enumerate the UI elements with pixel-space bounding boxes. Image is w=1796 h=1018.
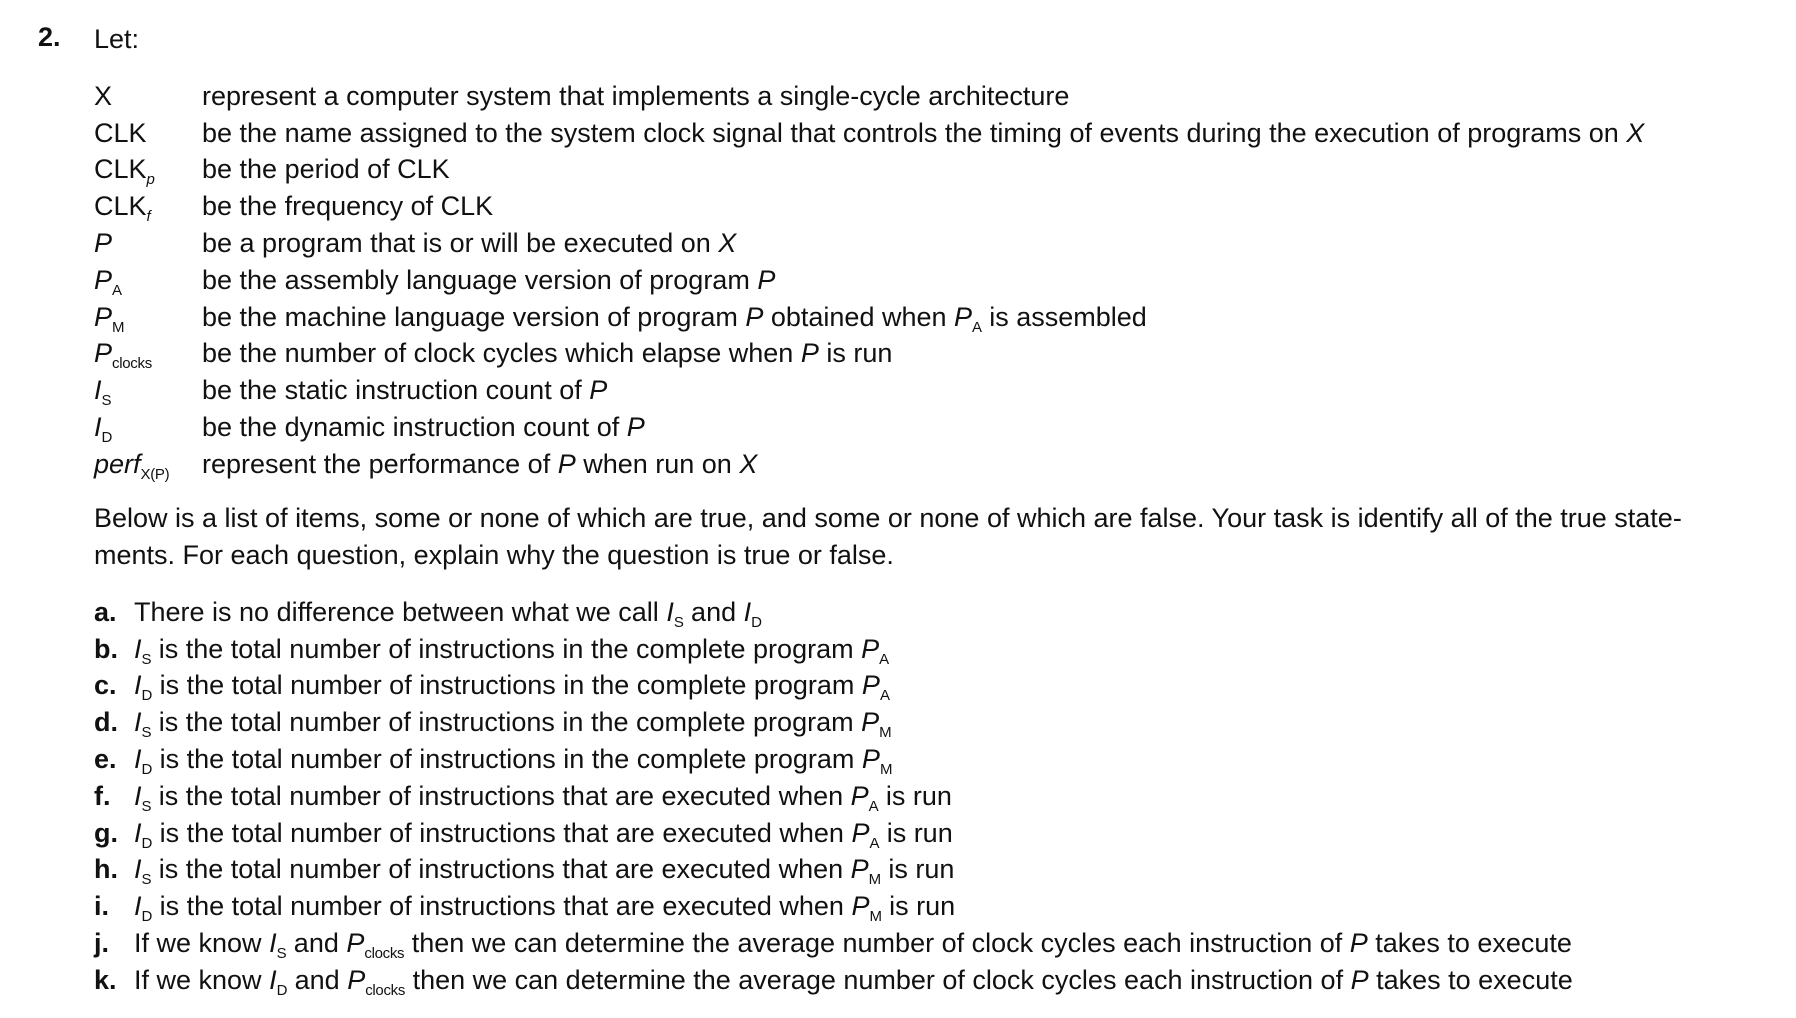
definition-symbol	[94, 448, 202, 483]
italic-symbol: I	[269, 928, 277, 959]
symbol-subscript: f	[146, 208, 151, 226]
statement-text	[134, 670, 890, 705]
statement-item	[94, 741, 1573, 778]
text-run: and	[287, 964, 348, 995]
definition-text	[202, 228, 736, 259]
text-run: then we can determine the average number of clock cycles each instruction of	[404, 928, 1350, 959]
text-run: If we know	[134, 964, 270, 995]
definition-symbol	[94, 118, 202, 149]
statement-text	[134, 707, 892, 742]
statement-text	[134, 964, 1573, 999]
symbol-main: P	[94, 228, 113, 259]
symbol-main: X	[94, 80, 113, 111]
subscript: clocks	[365, 981, 406, 999]
symbol-main: CLK	[94, 191, 147, 222]
definition-text	[202, 412, 645, 443]
subscript: clocks	[364, 945, 405, 963]
symbol-subscript: A	[112, 281, 122, 299]
symbol-main: I	[94, 375, 102, 406]
italic-symbol: P	[589, 375, 608, 406]
italic-symbol: I	[134, 780, 142, 811]
subscript: S	[276, 945, 287, 963]
definition-row	[94, 372, 1644, 409]
statement-letter: d.	[94, 707, 118, 738]
definition-row	[94, 299, 1644, 336]
italic-symbol: P	[346, 928, 365, 959]
definition-text	[202, 191, 493, 222]
definition-symbol	[94, 375, 202, 410]
definition-row	[94, 78, 1644, 115]
text-run: If we know	[134, 928, 270, 959]
definition-symbol	[94, 338, 202, 373]
text-run: is the total number of instructions that are executed when	[152, 817, 852, 848]
italic-symbol: P	[850, 854, 869, 885]
text-run: obtained when	[763, 301, 955, 332]
text-run: be the period of CLK	[202, 154, 450, 185]
definition-row	[94, 152, 1644, 189]
subscript: A	[972, 318, 982, 336]
statement-text	[134, 928, 1572, 963]
italic-symbol: I	[666, 596, 674, 627]
statement-item	[94, 962, 1573, 999]
symbol-subscript: S	[101, 392, 112, 410]
italic-symbol: I	[269, 964, 277, 995]
statement-letter: j.	[94, 928, 110, 959]
symbol-main: P	[94, 301, 113, 332]
symbol-main: CLK	[94, 117, 147, 148]
definition-row	[94, 446, 1644, 483]
definition-row	[94, 188, 1644, 225]
text-run: is run	[818, 338, 893, 369]
text-run: be the assembly language version of program	[202, 264, 758, 295]
symbol-subscript: M	[112, 318, 125, 336]
italic-symbol: P	[1350, 964, 1369, 995]
text-run: is the total number of instructions in the complete program	[151, 707, 862, 738]
statement-list	[94, 594, 1573, 999]
subscript: D	[141, 908, 153, 926]
subscript: S	[141, 871, 152, 889]
subscript: M	[868, 871, 881, 889]
text-run: be the number of clock cycles which elapse when	[202, 338, 801, 369]
statement-letter: i.	[94, 891, 110, 922]
symbol-main: I	[94, 412, 102, 443]
statement-letter: e.	[94, 744, 117, 775]
italic-symbol: P	[1349, 928, 1368, 959]
italic-symbol: P	[626, 412, 645, 443]
definition-row	[94, 409, 1644, 446]
statement-letter: f.	[94, 780, 111, 811]
definition-symbol	[94, 301, 202, 336]
text-run: when run on	[575, 448, 740, 479]
statement-letter: k.	[94, 964, 117, 995]
italic-symbol: I	[743, 596, 752, 627]
definition-row	[94, 225, 1644, 262]
statement-letter: b.	[94, 633, 118, 664]
italic-symbol: P	[851, 817, 870, 848]
definition-text	[202, 81, 1069, 112]
definition-symbol	[94, 154, 202, 189]
italic-symbol: I	[134, 817, 142, 848]
text-run: then we can determine the average number of clock cycles each instruction of	[405, 964, 1351, 995]
subscript: M	[879, 761, 893, 779]
statement-item	[94, 888, 1573, 925]
text-run: is the total number of instructions in the complete program	[152, 670, 862, 701]
italic-symbol: I	[134, 891, 142, 922]
subscript: S	[141, 724, 152, 742]
definition-row	[94, 336, 1644, 373]
italic-symbol: X	[718, 228, 737, 259]
italic-symbol: I	[134, 854, 142, 885]
definition-symbol	[94, 191, 202, 226]
text-run: is the total number of instructions in the complete program	[152, 744, 862, 775]
definition-symbol	[94, 81, 202, 112]
definition-symbol	[94, 264, 202, 299]
italic-symbol: P	[557, 448, 576, 479]
subscript: D	[141, 687, 153, 705]
subscript: A	[879, 687, 890, 705]
statement-item	[94, 704, 1573, 741]
question-number: 2.	[38, 22, 61, 52]
statement-text	[134, 633, 889, 668]
italic-symbol: P	[861, 633, 880, 664]
symbol-subscript: D	[101, 429, 113, 447]
subscript: S	[141, 797, 152, 815]
subscript: M	[879, 724, 892, 742]
statement-text	[134, 891, 956, 926]
definition-text	[202, 375, 607, 406]
italic-symbol: P	[861, 744, 880, 775]
text-run: is run	[879, 817, 953, 848]
text-run: is assembled	[981, 301, 1147, 332]
definition-row	[94, 262, 1644, 299]
italic-symbol: P	[954, 301, 973, 332]
symbol-subscript: p	[146, 171, 155, 189]
subscript: D	[141, 761, 153, 779]
italic-symbol: P	[861, 707, 880, 738]
statement-letter: a.	[94, 596, 117, 627]
italic-symbol: I	[134, 707, 142, 738]
text-run: be the machine language version of program	[202, 301, 746, 332]
italic-symbol: P	[800, 338, 819, 369]
statement-item	[94, 815, 1573, 852]
italic-symbol: P	[850, 780, 869, 811]
definition-text	[202, 265, 775, 296]
subscript: D	[276, 981, 288, 999]
symbol-main: P	[94, 264, 113, 295]
text-run: is the total number of instructions that are executed when	[151, 780, 851, 811]
statement-text	[134, 780, 952, 815]
text-run: be the static instruction count of	[202, 375, 590, 406]
text-run: represent the performance of	[202, 448, 558, 479]
symbol-main: CLK	[94, 154, 147, 185]
italic-symbol: P	[851, 891, 870, 922]
definition-text	[202, 449, 757, 480]
definition-text	[202, 301, 1147, 336]
statement-text	[134, 854, 955, 889]
text-run: be the frequency of CLK	[202, 191, 494, 222]
subscript: S	[673, 613, 684, 631]
statement-text	[134, 596, 762, 631]
text-run: and	[286, 928, 347, 959]
text-run: be the dynamic instruction count of	[202, 412, 627, 443]
subscript: D	[141, 834, 153, 852]
italic-symbol: I	[134, 744, 142, 775]
question-intro: Let:	[94, 24, 140, 54]
italic-symbol: P	[757, 264, 776, 295]
definition-text	[202, 338, 892, 369]
italic-symbol: P	[861, 670, 880, 701]
statement-item	[94, 594, 1573, 631]
text-run: is run	[880, 854, 955, 885]
text-run: is the total number of instructions in the complete program	[151, 633, 862, 664]
statement-item	[94, 668, 1573, 705]
statement-letter: c.	[94, 670, 117, 701]
statement-item	[94, 778, 1573, 815]
definition-symbol	[94, 412, 202, 447]
statement-text	[134, 817, 953, 852]
definition-list	[94, 78, 1644, 483]
symbol-main: perf	[94, 448, 141, 479]
statement-letter: g.	[94, 817, 118, 848]
subscript: A	[879, 650, 889, 668]
subscript: A	[868, 797, 879, 815]
italic-symbol: X	[1626, 117, 1645, 148]
statement-text	[134, 744, 893, 779]
symbol-main: P	[94, 338, 113, 369]
instructions-paragraph: Below is a list of items, some or none of which are true, and some or none of which are false. Your task is identify all of the true state- ments. For each question, explain why the question is true or false.	[94, 503, 1682, 570]
text-run: takes to execute	[1367, 928, 1572, 959]
subscript: S	[141, 650, 152, 668]
text-run: There is no difference between what we call	[134, 596, 667, 627]
definition-text	[202, 154, 450, 185]
text-run: be a program that is or will be executed on	[202, 228, 719, 259]
definition-symbol	[94, 228, 202, 259]
text-run: is the total number of instructions that are executed when	[151, 854, 851, 885]
text-run: be the name assigned to the system clock signal that controls the timing of events during the execution of programs on	[202, 117, 1627, 148]
italic-symbol: P	[347, 964, 366, 995]
text-run: is run	[881, 891, 956, 922]
statement-item	[94, 631, 1573, 668]
subscript: A	[869, 834, 880, 852]
text-run: takes to execute	[1368, 964, 1573, 995]
italic-symbol: I	[134, 670, 142, 701]
definition-text	[202, 118, 1644, 149]
symbol-subscript: X(P)	[140, 465, 170, 483]
symbol-subscript: clocks	[112, 355, 152, 373]
statement-item	[94, 925, 1573, 962]
italic-symbol: P	[745, 301, 764, 332]
definition-row	[94, 115, 1644, 152]
statement-letter: h.	[94, 854, 118, 885]
text-run: and	[683, 596, 744, 627]
text-run: represent a computer system that implements a single-cycle architecture	[202, 80, 1070, 111]
text-run: is the total number of instructions that are executed when	[152, 891, 852, 922]
subscript: D	[751, 613, 762, 631]
italic-symbol: X	[739, 448, 758, 479]
italic-symbol: I	[134, 633, 142, 664]
text-run: is run	[878, 780, 952, 811]
statement-item	[94, 852, 1573, 889]
subscript: M	[869, 908, 882, 926]
